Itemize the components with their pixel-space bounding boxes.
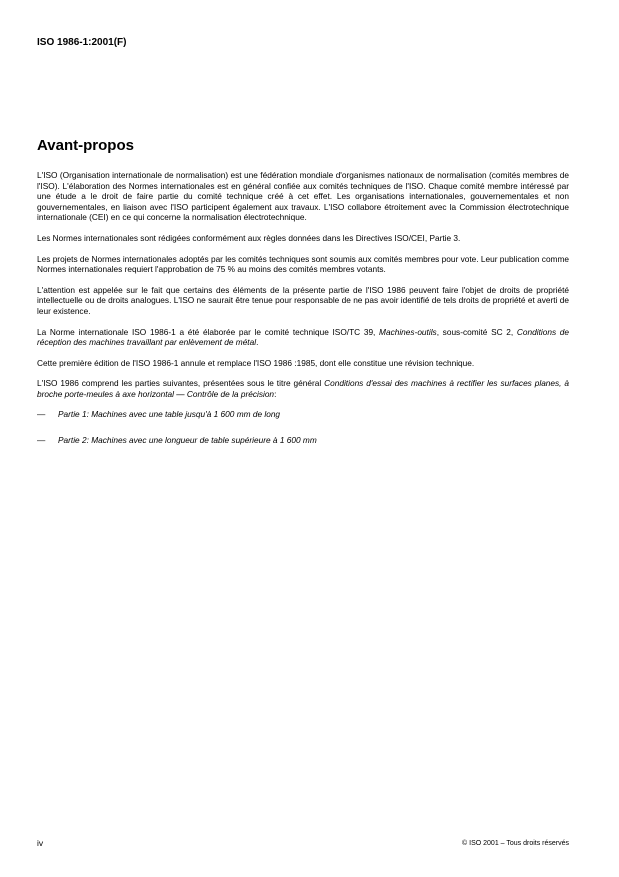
list-item-text: Partie 1: Machines avec une table jusqu'à 1 600 mm de long (58, 408, 281, 419)
list-item-text: Partie 2: Machines avec une longueur de table supérieure à 1 600 mm (58, 435, 317, 446)
list-item (37, 409, 569, 420)
paragraph-directives: Les Normes internationales sont rédigées conformément aux règles données dans les Directives ISO/CEI, Partie 3. (37, 232, 461, 243)
committee-text-start: La Norme internationale ISO 1986-1 a été élaborée par le comité technique ISO/TC 39, (37, 326, 380, 337)
list-dash: — (37, 435, 46, 446)
list-dash: — (37, 408, 46, 419)
list-item (37, 435, 569, 446)
general-title: Conditions d'essai des machines à rectifier les surfaces planes, à broche porte-meules à axe horizontal — Contrôle de la précision (37, 378, 569, 399)
paragraph-parts-intro (37, 378, 569, 399)
paragraph-patent-rights: L'attention est appelée sur le fait que certains des éléments de la présente partie de l'ISO 1986 peuvent faire l'objet de droits de propriété intellectuelle ou de droits analogues. L'ISO ne saurait être tenue pour responsable de ne pas avoir identifié de tels droits de propriété et averti de leur existence. (37, 284, 569, 316)
paragraph-iso-organisation: L'ISO (Organisation internationale de normalisation) est une fédération mondiale d'organismes nationaux de normalisation (comités membres de l'ISO). L'élaboration des Normes internationales est en général confiée aux comités techniques de l'ISO. Chaque comité membre intéressé par une étude a le droit de faire partie du comité technique créé à cet effet. Les organisations internationales, gouvernementales et non gouvernementales, en liaison avec l'ISO participent également aux travaux. L'ISO collabore étroitement avec la Commission électrotechnique internationale (CEI) en ce qui concerne la normalisation électrotechnique. (37, 170, 569, 223)
committee-name: Machines-outils (379, 326, 437, 337)
parts-intro-end: : (274, 388, 277, 399)
copyright-notice: © ISO 2001 – Tous droits réservés (462, 840, 569, 847)
section-title: Avant-propos (37, 137, 134, 154)
page-number: iv (37, 838, 44, 848)
paragraph-edition: Cette première édition de l'ISO 1986-1 annule et remplace l'ISO 1986 :1985, dont elle constitue une révision technique. (37, 357, 475, 368)
parts-intro-start: L'ISO 1986 comprend les parties suivantes, présentées sous le titre général (37, 378, 325, 389)
document-identifier: ISO 1986-1:2001(F) (37, 37, 127, 48)
paragraph-voting: Les projets de Normes internationales adoptés par les comités techniques sont soumis aux comités membres pour vote. Leur publication comme Normes internationales requiert l'approbation de 75 % au moins des comités membres votants. (37, 253, 569, 275)
subcommittee-name: Conditions de réception des machines travaillant par enlèvement de métal (37, 326, 569, 348)
committee-text-mid: , sous-comité SC 2, (436, 326, 517, 337)
foreword-body (37, 170, 569, 462)
paragraph-committee (37, 327, 569, 348)
committee-text-end: . (256, 337, 259, 348)
